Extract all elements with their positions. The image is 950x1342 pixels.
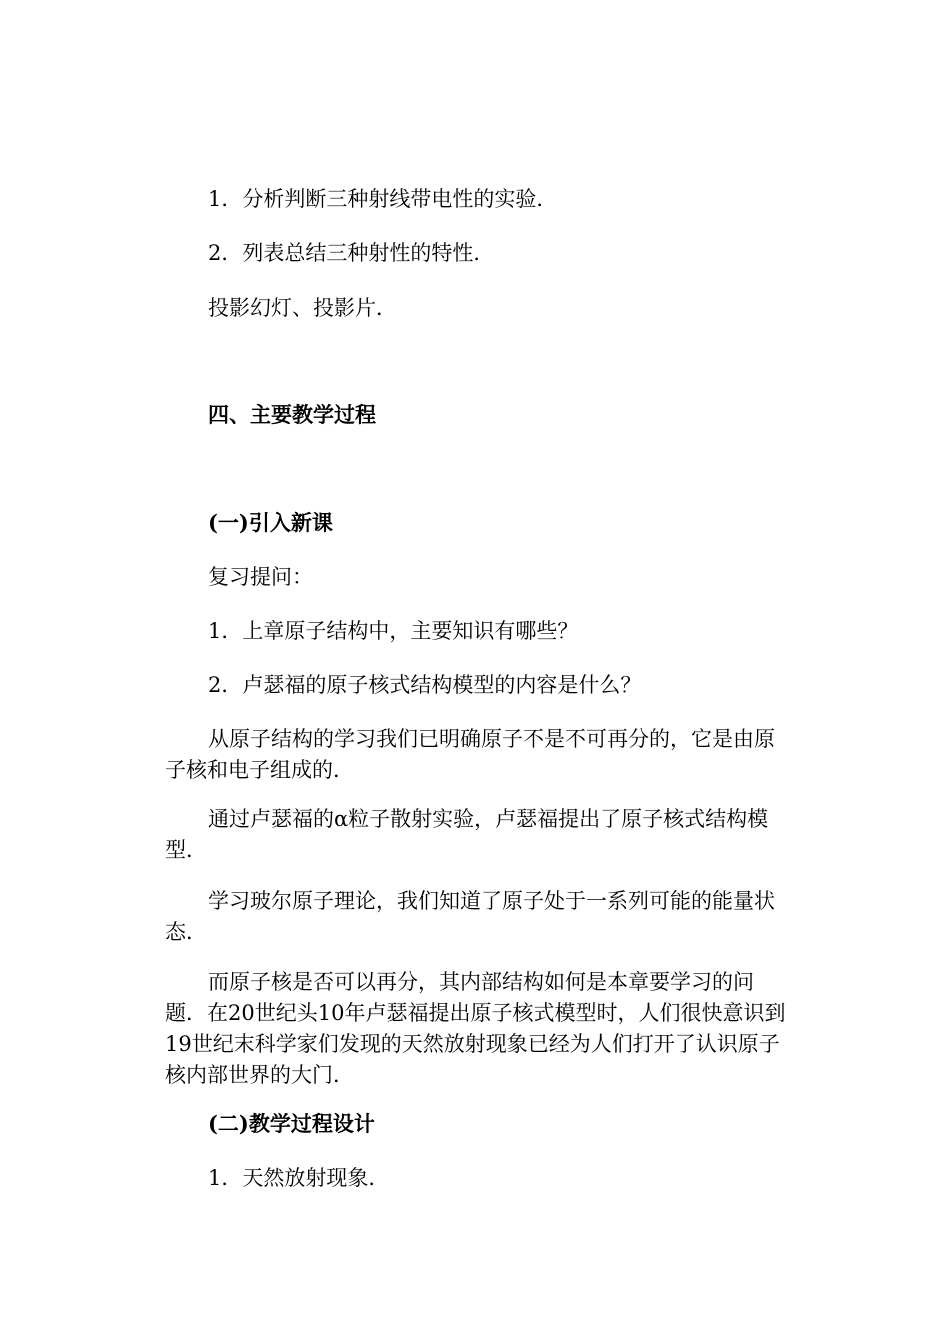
paragraph-experiment-item: 1．分析判断三种射线带电性的实验． bbox=[208, 187, 558, 211]
subsection-heading-introduction: (一)引入新课 bbox=[208, 510, 333, 535]
paragraph-rutherford-scattering: 通过卢瑟福的α粒子散射实验，卢瑟福提出了原子核式结构模型． bbox=[165, 807, 769, 862]
section-heading-main-process: 四、主要教学过程 bbox=[208, 402, 376, 427]
paragraph-natural-radioactivity: 1．天然放射现象． bbox=[208, 1166, 390, 1190]
paragraph-equipment: 投影幻灯、投影片． bbox=[208, 296, 397, 320]
paragraph-nucleus-question: 而原子核是否可以再分，其内部结构如何是本章要学习的问题．在20世纪头10年卢瑟福提出原子核式模型时，人们很快意识到19世纪末科学家们发现的天然放射现象已经为人们打开了认识原子核内部世界的大门． bbox=[165, 970, 786, 1087]
paragraph-atomic-structure: 从原子结构的学习我们已明确原子不是不可再分的，它是由原子核和电子组成的． bbox=[165, 727, 775, 782]
paragraph-summary-item: 2．列表总结三种射性的特性． bbox=[208, 241, 495, 265]
paragraph-review-questions: 复习提问： bbox=[208, 565, 313, 589]
paragraph-question-1: 1．上章原子结构中，主要知识有哪些？ bbox=[208, 619, 579, 643]
paragraph-bohr-theory: 学习玻尔原子理论，我们知道了原子处于一系列可能的能量状态． bbox=[165, 889, 775, 944]
subsection-heading-teaching-design: (二)教学过程设计 bbox=[208, 1111, 375, 1136]
paragraph-question-2: 2．卢瑟福的原子核式结构模型的内容是什么？ bbox=[208, 673, 642, 697]
